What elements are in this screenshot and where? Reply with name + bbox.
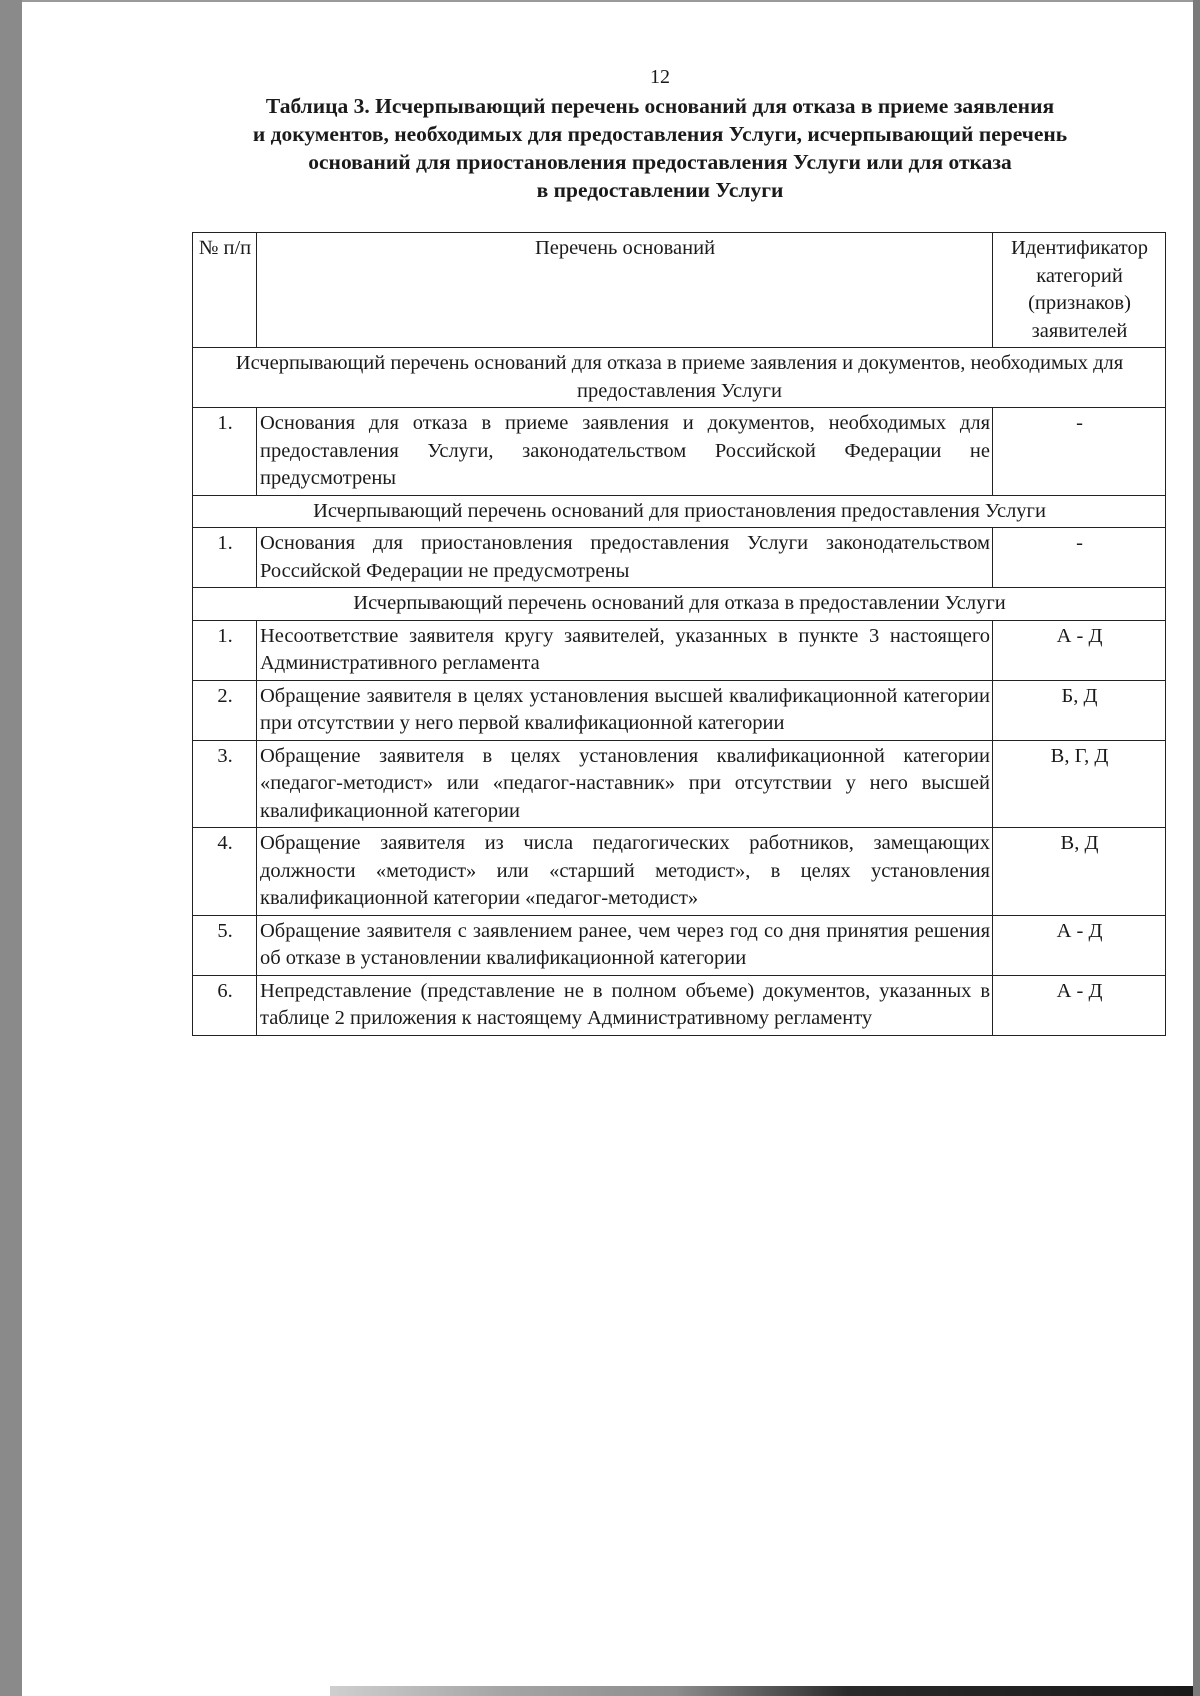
- header-text: Перечень оснований: [257, 233, 993, 348]
- title-line: и документов, необходимых для предоставления Услуги, исчерпывающий перечень: [252, 122, 1068, 146]
- table-row: [193, 915, 1166, 975]
- section-heading: Исчерпывающий перечень оснований для приостановления предоставления Услуги: [193, 495, 1166, 528]
- row-text: Обращение заявителя в целях установления высшей квалификационной категории при отсутствии у него первой квалификационной категории: [257, 680, 993, 740]
- row-number: 4.: [193, 828, 257, 916]
- scan-edge-top: [22, 0, 1193, 2]
- row-number: 5.: [193, 915, 257, 975]
- table-row: [193, 680, 1166, 740]
- table-row: [193, 620, 1166, 680]
- table-header-row: [193, 233, 1166, 348]
- row-number: 3.: [193, 740, 257, 828]
- row-identifier: А - Д: [993, 620, 1166, 680]
- row-text: Несоответствие заявителя кругу заявителей, указанных в пункте 3 настоящего Административного регламента: [257, 620, 993, 680]
- table-row: [193, 975, 1166, 1035]
- row-identifier: -: [993, 528, 1166, 588]
- table-title: [190, 92, 1130, 204]
- header-id: Идентификатор категорий (признаков) заявителей: [993, 233, 1166, 348]
- section-heading: Исчерпывающий перечень оснований для отказа в предоставлении Услуги: [193, 588, 1166, 621]
- section-heading: Исчерпывающий перечень оснований для отказа в приеме заявления и документов, необходимых для предоставления Услуги: [193, 348, 1166, 408]
- scan-edge-bottom: [330, 1686, 1193, 1696]
- section-heading-row: [193, 495, 1166, 528]
- title-line: в предоставлении Услуги: [536, 178, 784, 202]
- scan-edge-left: [0, 0, 22, 1696]
- scan-edge-right: [1193, 0, 1200, 1696]
- row-text: Основания для отказа в приеме заявления и документов, необходимых для предоставления Услуги, законодательством Российской Федерации не предусмотрены: [257, 408, 993, 496]
- row-number: 6.: [193, 975, 257, 1035]
- row-text: Непредставление (представление не в полном объеме) документов, указанных в таблице 2 приложения к настоящему Административному регламенту: [257, 975, 993, 1035]
- title-line: оснований для приостановления предоставления Услуги или для отказа: [308, 150, 1012, 174]
- section-heading-row: [193, 348, 1166, 408]
- row-identifier: -: [993, 408, 1166, 496]
- row-identifier: В, Д: [993, 828, 1166, 916]
- row-identifier: В, Г, Д: [993, 740, 1166, 828]
- table-row: [193, 408, 1166, 496]
- row-text: Обращение заявителя в целях установления квалификационной категории «педагог-методист» или «педагог-наставник» при отсутствии у него высшей квалификационной категории: [257, 740, 993, 828]
- row-identifier: Б, Д: [993, 680, 1166, 740]
- row-number: 1.: [193, 528, 257, 588]
- section-heading-row: [193, 588, 1166, 621]
- row-number: 1.: [193, 620, 257, 680]
- row-number: 2.: [193, 680, 257, 740]
- table-row: [193, 740, 1166, 828]
- header-num: № п/п: [193, 233, 257, 348]
- row-identifier: А - Д: [993, 915, 1166, 975]
- row-identifier: А - Д: [993, 975, 1166, 1035]
- page-number: 12: [650, 66, 670, 88]
- table-row: [193, 528, 1166, 588]
- row-number: 1.: [193, 408, 257, 496]
- table-row: [193, 828, 1166, 916]
- row-text: Обращение заявителя с заявлением ранее, чем через год со дня принятия решения об отказе в установлении квалификационной категории: [257, 915, 993, 975]
- row-text: Основания для приостановления предоставления Услуги законодательством Российской Федерации не предусмотрены: [257, 528, 993, 588]
- row-text: Обращение заявителя из числа педагогических работников, замещающих должности «методист» или «старший методист», в целях установления квалификационной категории «педагог-методист»: [257, 828, 993, 916]
- title-line: Таблица 3. Исчерпывающий перечень оснований для отказа в приеме заявления: [265, 94, 1055, 118]
- grounds-table: [192, 232, 1166, 1036]
